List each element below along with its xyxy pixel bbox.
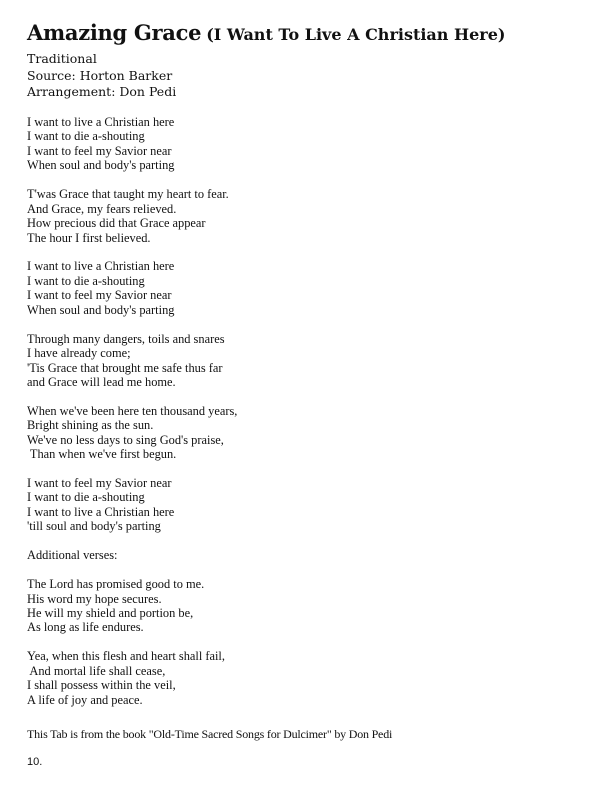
lyric-line: Than when we've first begun. <box>27 447 177 462</box>
stanza <box>27 259 237 317</box>
lyric-line: He will my shield and portion be, <box>27 605 194 620</box>
lyric-line: I want to live a Christian here <box>27 259 175 274</box>
lyric-line: I shall possess within the veil, <box>27 678 176 693</box>
song-title <box>27 20 505 45</box>
lyric-line: I want to die a-shouting <box>27 273 145 288</box>
lyric-line: I want to live a Christian here <box>27 115 175 129</box>
stanza <box>27 577 237 635</box>
lyric-line: I want to die a-shouting <box>27 490 145 505</box>
lyric-line: How precious did that Grace appear <box>27 216 206 231</box>
song-meta <box>27 51 176 101</box>
stanza <box>27 649 237 707</box>
lyric-line: A life of joy and peace. <box>27 692 143 707</box>
lyric-line: T'was Grace that taught my heart to fear. <box>27 187 229 202</box>
lyric-line: We've no less days to sing God's praise, <box>27 432 224 447</box>
lyric-line: 'till soul and body's parting <box>27 519 161 534</box>
stanza <box>27 476 237 534</box>
lyric-line: His word my hope secures. <box>27 591 162 606</box>
lyric-line: And mortal life shall cease, <box>27 663 166 678</box>
lyric-line: When soul and body's parting <box>27 302 175 317</box>
lyric-line: I want to die a-shouting <box>27 129 145 144</box>
arrangement-text: Arrangement: Don Pedi <box>27 84 177 99</box>
origin-text: Traditional <box>27 51 97 66</box>
lyric-line: And Grace, my fears relieved. <box>27 201 177 216</box>
stanza <box>27 548 237 562</box>
title-main: Amazing Grace <box>27 20 202 45</box>
title-subtitle: (I Want To Live A Christian Here) <box>206 25 506 44</box>
book-footnote: This Tab is from the book "Old-Time Sacred Songs for Dulcimer" by Don Pedi <box>27 727 393 741</box>
lyric-line: Additional verses: <box>27 548 118 563</box>
lyric-line: 'Tis Grace that brought me safe thus far <box>27 360 223 375</box>
lyric-line: Bright shining as the sun. <box>27 418 154 433</box>
source-text: Source: Horton Barker <box>27 67 173 83</box>
lyric-line: I want to live a Christian here <box>27 504 175 519</box>
lyric-line: When soul and body's parting <box>27 158 175 173</box>
stanza <box>27 332 237 390</box>
lyric-line: I want to feel my Savior near <box>27 143 172 158</box>
lyric-line: When we've been here ten thousand years, <box>27 403 238 418</box>
lyric-line: I have already come; <box>27 346 131 361</box>
lyric-line: I want to feel my Savior near <box>27 288 172 303</box>
stanza <box>27 115 237 173</box>
page-number: 10. <box>27 756 43 768</box>
lyric-line: I want to feel my Savior near <box>27 476 172 491</box>
lyrics <box>27 115 237 721</box>
stanza <box>27 404 237 462</box>
lyric-line: Through many dangers, toils and snares <box>27 331 225 346</box>
lyric-line: The Lord has promised good to me. <box>27 577 205 592</box>
lyric-line: Yea, when this flesh and heart shall fail, <box>27 649 225 664</box>
lyric-line: The hour I first believed. <box>27 230 151 245</box>
lyric-line: As long as life endures. <box>27 620 144 635</box>
lyric-line: and Grace will lead me home. <box>27 374 176 389</box>
stanza <box>27 187 237 245</box>
